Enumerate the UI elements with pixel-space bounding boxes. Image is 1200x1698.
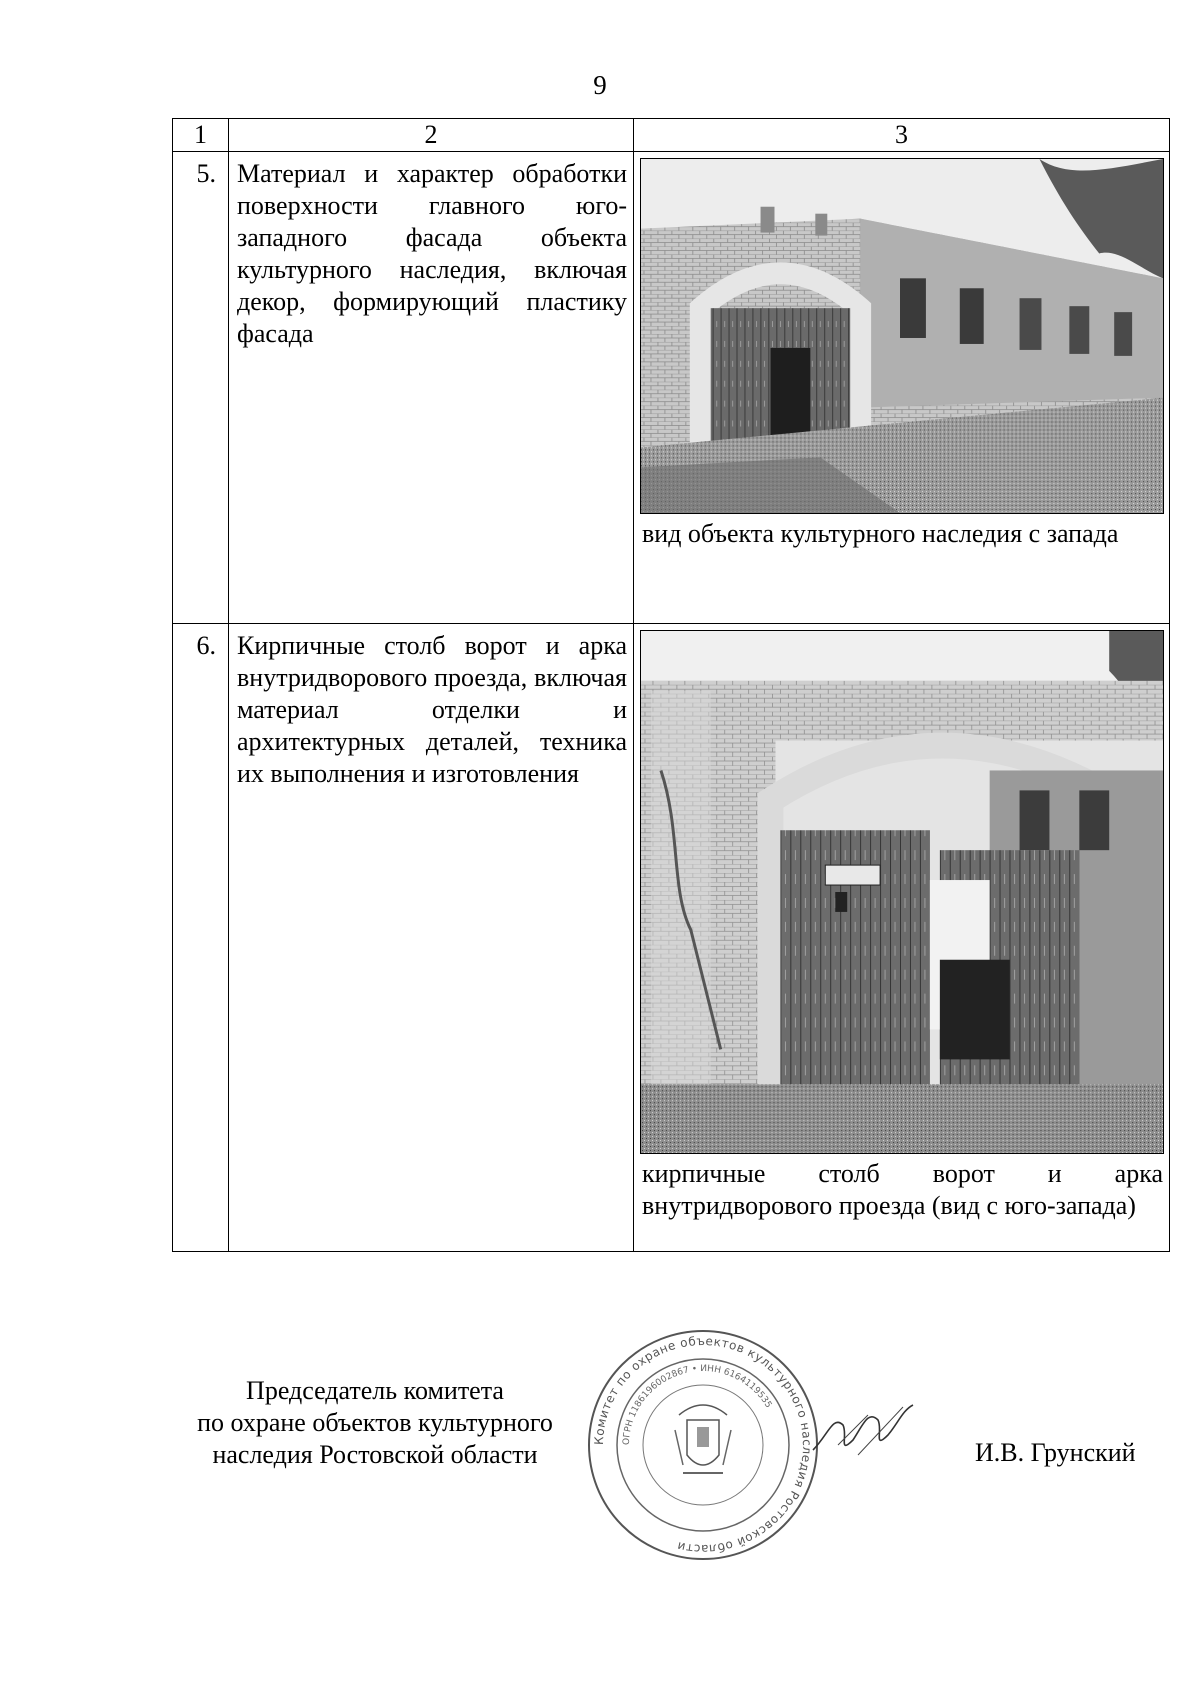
position-line: по охране объектов культурного [197, 1408, 553, 1437]
gate-arch-photo [640, 630, 1164, 1154]
stamp-inner-text: ОГРН 1186196002867 • ИНН 6164119535 [621, 1363, 774, 1446]
photo-caption: вид объекта культурного наследия с запада [642, 519, 1119, 548]
position-line: Председатель комитета [246, 1376, 504, 1405]
row-description: Кирпичные столб ворот и арка внутридворового проезда, включая материал отделки и архитектурных деталей, техника их выполнения и изготовления [229, 624, 634, 1252]
column-header: 3 [634, 119, 1170, 152]
heritage-table [172, 118, 1170, 1252]
building-facade-photo [640, 158, 1164, 514]
table-header-row [173, 119, 1170, 152]
position-line: наследия Ростовской области [212, 1440, 538, 1469]
coat-of-arms-stamp [583, 1325, 823, 1565]
photo-cell [634, 624, 1170, 1252]
handwritten-signature [808, 1395, 918, 1470]
stamp-outer-text: Комитет по охране объектов культурного наследия Ростовской области [591, 1333, 815, 1557]
row-number: 6. [173, 624, 229, 1252]
photo-cell [634, 152, 1170, 624]
column-header: 2 [229, 119, 634, 152]
column-header: 1 [173, 119, 229, 152]
signatory-name: И.В. Грунский [975, 1438, 1136, 1467]
page-number: 9 [593, 70, 607, 100]
row-description: Материал и характер обработки поверхности главного юго-западного фасада объекта культурного наследия, включая декор, формирующий пластику фасада [229, 152, 634, 624]
photo-caption: кирпичные столб ворот и арка внутридворового проезда (вид с юго-запада) [642, 1159, 1163, 1220]
table-row [173, 152, 1170, 624]
table-row [173, 624, 1170, 1252]
signatory-position [145, 1375, 605, 1471]
row-number: 5. [173, 152, 229, 624]
